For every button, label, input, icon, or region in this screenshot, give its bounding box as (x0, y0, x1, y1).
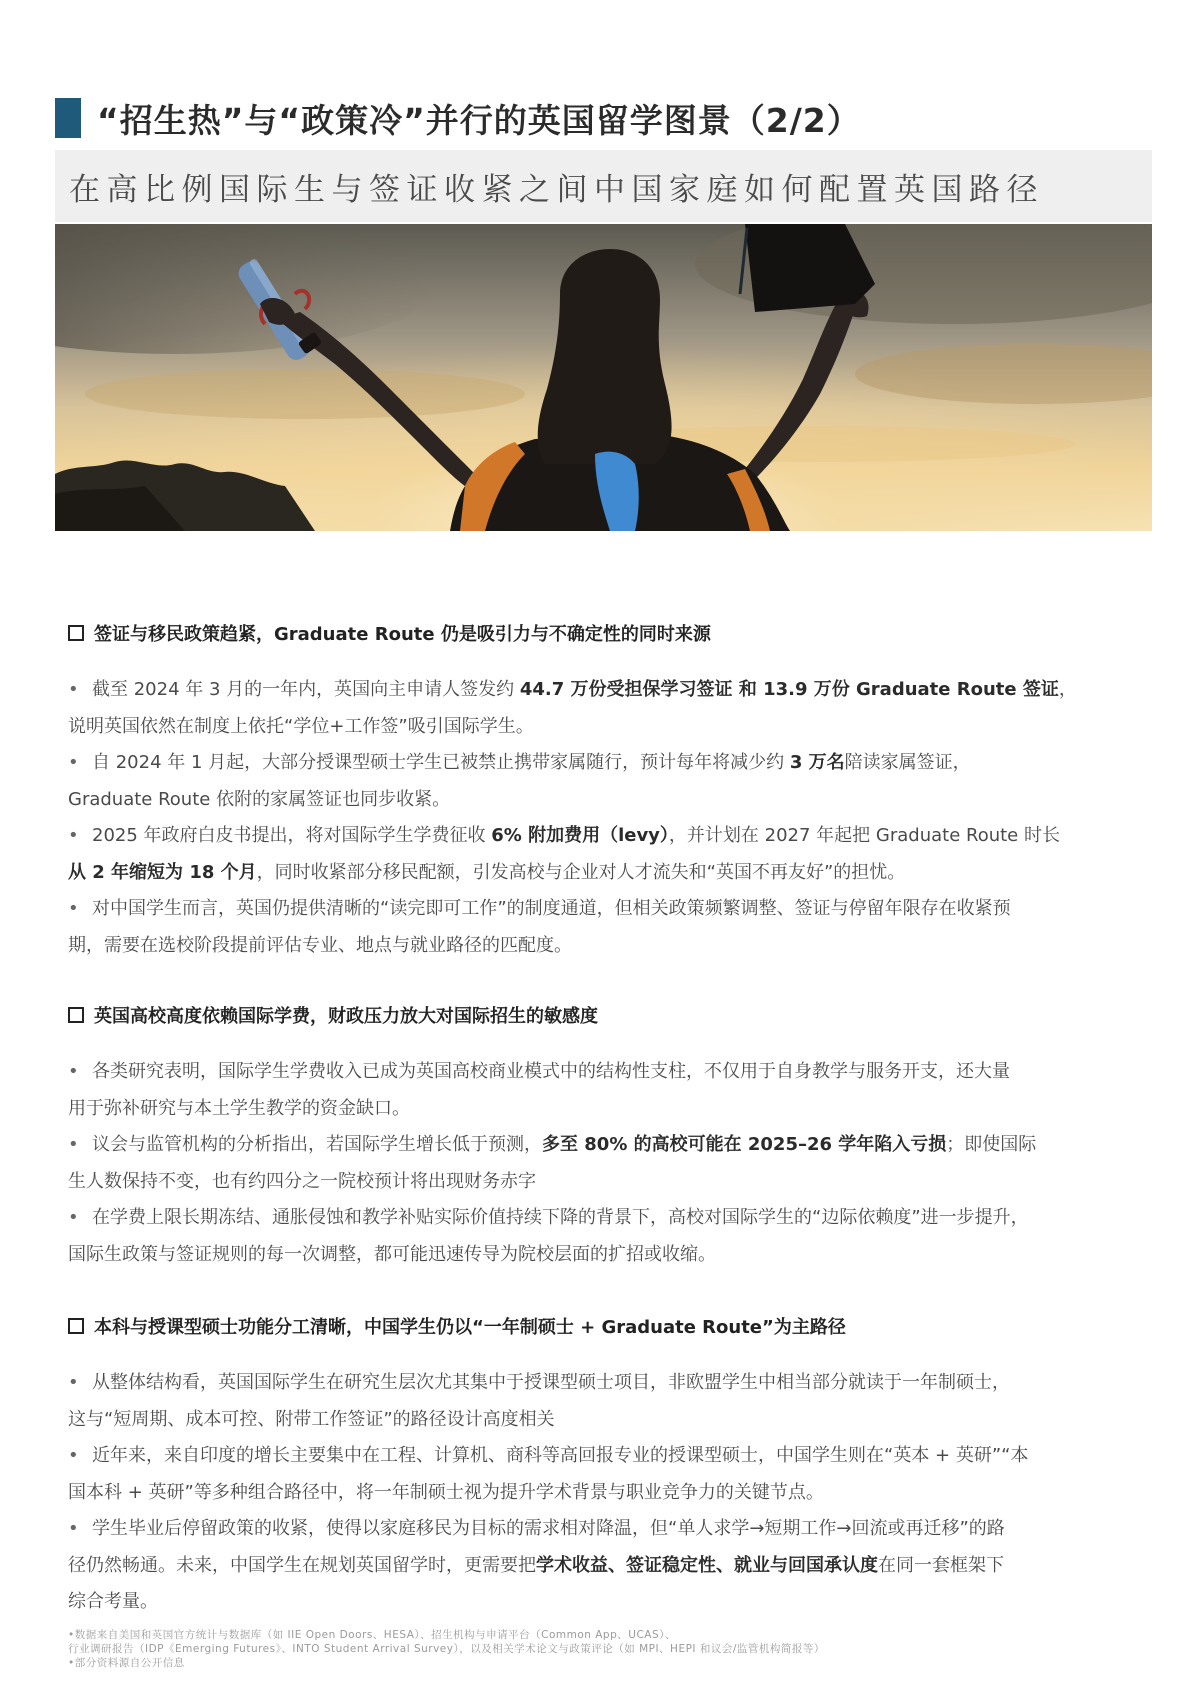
bullet-item (68, 1127, 1128, 1200)
page-title-row (55, 96, 861, 140)
body-text: 从整体结构看，英国国际学生在研究生层次尤其集中于授课型硕士项目，非欧盟学生中相当部分就读于一年制硕士， (92, 1372, 1010, 1393)
bullet-item (68, 1365, 1128, 1438)
body-text: 说明英国依然在制度上依托“学位+工作签”吸引国际学生。 (68, 715, 534, 737)
bullet-dot-icon: • (68, 825, 79, 846)
emphasis-text: 从 2 年缩短为 18 个月 (68, 861, 257, 883)
body-text: 学生毕业后停留政策的收紧，使得以家庭移民为目标的需求相对降温，但“单人求学→短期工作→回流或再迁移”的路 (92, 1518, 1005, 1539)
emphasis-text: 学术收益、签证稳定性、就业与回国承认度 (536, 1554, 878, 1576)
body-text: 截至 2024 年 3 月的一年内，英国向主申请人签发约 (92, 679, 520, 700)
bullet-dot-icon: • (68, 1445, 79, 1466)
body-text: ， (1058, 679, 1077, 700)
bullet-dot-icon: • (68, 679, 79, 700)
section-title: 本科与授课型硕士功能分工清晰，中国学生仍以“一年制硕士 + Graduate Route”为主路径 (94, 1317, 846, 1338)
bullet-item (68, 1054, 1128, 1127)
section-degree-pathways (68, 1311, 1128, 1621)
title-accent-bar (55, 98, 81, 138)
body-text: 各类研究表明，国际学生学费收入已成为英国高校商业模式中的结构性支柱，不仅用于自身教学与服务开支，还大量 (92, 1061, 1010, 1082)
bullet-item (68, 1511, 1128, 1621)
section-title: 英国高校高度依赖国际学费，财政压力放大对国际招生的敏感度 (94, 1006, 598, 1027)
footnote-line: •数据来自美国和英国官方统计与数据库（如 IIE Open Doors、HESA）、招生机构与申请平台（Common App、UCAS）、 (68, 1629, 676, 1641)
emphasis-text: 多至 80% 的高校可能在 2025–26 学年陷入亏损 (542, 1134, 947, 1155)
hero-image (55, 224, 1152, 531)
footnote-line: 行业调研报告（IDP《Emerging Futures》、INTO Student Arrival Survey），以及相关学术论文与政策评论（如 MPI、HEPI 和议会/监管机构简报等） (68, 1643, 825, 1655)
body-text: 议会与监管机构的分析指出，若国际学生增长低于预测， (92, 1134, 542, 1155)
bullet-item (68, 672, 1128, 745)
body-text: 综合考量。 (68, 1591, 158, 1612)
bullet-dot-icon: • (68, 1134, 79, 1155)
body-text: 国本科 + 英研”等多种组合路径中，将一年制硕士视为提升学术背景与职业竞争力的关键节点。 (68, 1481, 824, 1503)
body-text: 2025 年政府白皮书提出，将对国际学生学费征收 (92, 825, 492, 846)
page-title: “招生热”与“政策冷”并行的英国留学图景（2/2） (97, 100, 861, 140)
body-text: 径仍然畅通。未来，中国学生在规划英国留学时，更需要把 (68, 1554, 536, 1576)
footnote-line: •部分资料源自公开信息 (68, 1657, 185, 1669)
body-text: 国际生政策与签证规则的每一次调整，都可能迅速传导为院校层面的扩招或收缩。 (68, 1243, 716, 1265)
checkbox-square-icon (68, 1318, 84, 1334)
section-university-finance (68, 1000, 1128, 1273)
body-text: 生人数保持不变，也有约四分之一院校预计将出现财务赤字 (68, 1170, 536, 1192)
bullet-list (68, 1365, 1128, 1621)
body-text: 对中国学生而言，英国仍提供清晰的“读完即可工作”的制度通道，但相关政策频繁调整、签证与停留年限存在收紧预 (92, 898, 1011, 919)
body-text: 自 2024 年 1 月起，大部分授课型硕士学生已被禁止携带家属随行，预计每年将减少约 (92, 752, 790, 773)
bullet-dot-icon: • (68, 1518, 79, 1539)
body-text: 近年来，来自印度的增长主要集中在工程、计算机、商科等高回报专业的授课型硕士，中国学生则在“英本 + 英研”“本 (92, 1445, 1029, 1466)
bullet-dot-icon: • (68, 752, 79, 773)
bullet-dot-icon: • (68, 1207, 79, 1228)
body-text: 在学费上限长期冻结、通胀侵蚀和教学补贴实际价值持续下降的背景下，高校对国际学生的“边际依赖度”进一步提升， (92, 1207, 1029, 1228)
section-title: 签证与移民政策趋紧，Graduate Route 仍是吸引力与不确定性的同时来源 (94, 624, 711, 645)
bullet-item (68, 1438, 1128, 1511)
emphasis-text: 3 万名 (789, 752, 845, 773)
emphasis-text: 44.7 万份受担保学习签证 和 13.9 万份 Graduate Route 签证 (519, 679, 1059, 700)
bullet-item (68, 745, 1128, 818)
body-text: 陪读家属签证， (844, 752, 971, 773)
bullet-item (68, 891, 1128, 964)
bullet-dot-icon: • (68, 898, 79, 919)
checkbox-square-icon (68, 625, 84, 641)
page-subtitle: 在高比例国际生与签证收紧之间中国家庭如何配置英国路径 (69, 171, 1044, 208)
bullet-dot-icon: • (68, 1061, 79, 1082)
body-text: ，并计划在 2027 年起把 Graduate Route 时长 (668, 825, 1060, 846)
section-heading (68, 1000, 1128, 1030)
section-heading (68, 618, 1128, 648)
bullet-list (68, 672, 1128, 964)
body-text: ，同时收紧部分移民配额，引发高校与企业对人才流失和“英国不再友好”的担忧。 (256, 861, 906, 883)
body-text: 这与“短周期、成本可控、附带工作签证”的路径设计高度相关 (68, 1408, 555, 1430)
checkbox-square-icon (68, 1007, 84, 1023)
bullet-list (68, 1054, 1128, 1273)
footnotes (68, 1628, 825, 1670)
emphasis-text: 6% 附加费用（levy） (491, 825, 669, 846)
bullet-dot-icon: • (68, 1372, 79, 1393)
graduate-silhouette-sunset-photo-icon (55, 224, 1152, 531)
section-heading (68, 1311, 1128, 1341)
subtitle-banner (55, 150, 1152, 222)
section-visa-policy (68, 618, 1128, 964)
body-text: 在同一套框架下 (878, 1554, 1004, 1576)
body-text: 期，需要在选校阶段提前评估专业、地点与就业路径的匹配度。 (68, 934, 572, 956)
bullet-item (68, 1200, 1128, 1273)
bullet-item (68, 818, 1128, 891)
body-text: ；即使国际 (946, 1134, 1037, 1155)
body-text: 用于弥补研究与本土学生教学的资金缺口。 (68, 1097, 410, 1119)
body-text: Graduate Route 依附的家属签证也同步收紧。 (68, 788, 451, 810)
